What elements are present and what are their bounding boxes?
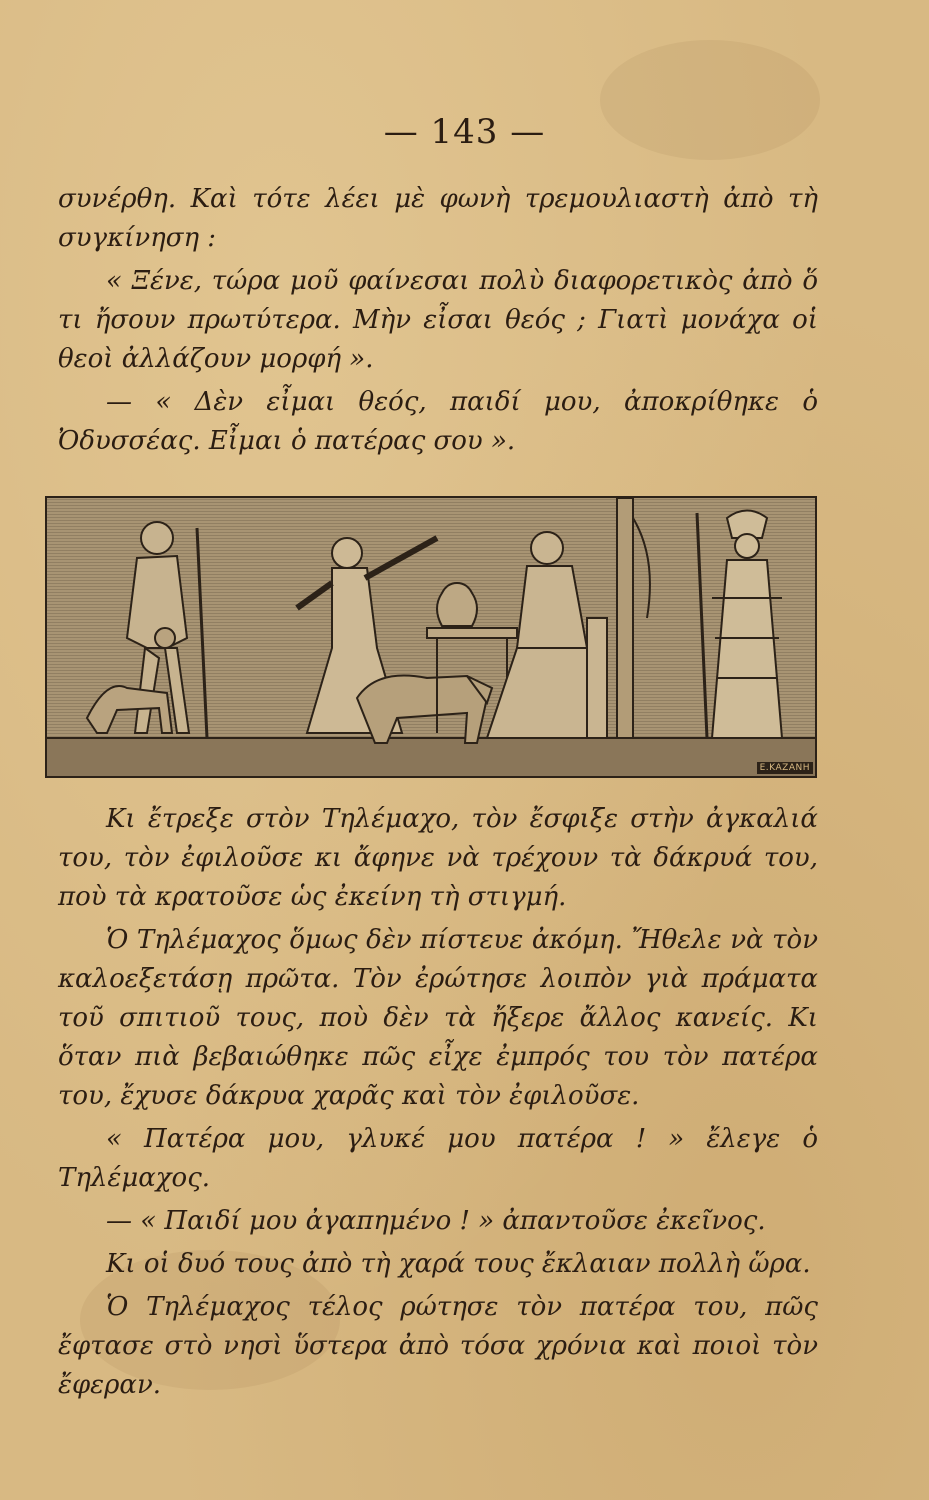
paragraph: — « Δὲν εἶμαι θεός, παιδί μου, ἀποκρίθηκε ὁ Ὀδυσσέας. Εἶμαι ὁ πατέρας σου ». — [58, 387, 818, 456]
ground — [47, 738, 815, 776]
paragraph: Ὁ Τηλέμαχος ὅμως δὲν πίστευε ἀκόμη. Ἤθελε νὰ τὸν καλοεξετάσῃ πρῶτα. Τὸν ἐρώτησε λοιπὸν γιὰ πράματα τοῦ σπιτιοῦ τους, ποὺ δὲν τὰ ἤξερε ἄλλος κανείς. Κι ὅταν πιὰ βεβαιώθηκε πῶς εἶχε ἐμπρός του τὸν πατέρα του, ἔχυσε δάκρυα χαρᾶς καὶ τὸν ἐφιλοῦσε. — [58, 925, 818, 1111]
paragraph: Ὁ Τηλέμαχος τέλος ρώτησε τὸν πατέρα του, πῶς ἔφτασε στὸ νησὶ ὕστερα ἀπὸ τόσα χρόνια καὶ ποιοὶ τὸν ἔφεραν. — [58, 1292, 818, 1400]
engraving-illustration — [45, 496, 817, 778]
top-text-block — [58, 180, 818, 465]
paragraph: Κι ἔτρεξε στὸν Τηλέμαχο, τὸν ἔσφιξε στὴν ἀγκαλιά του, τὸν ἐφιλοῦσε κι ἄφηνε νὰ τρέχουν τὰ δάκρυά του, ποὺ τὰ κρατοῦσε ὡς ἐκείνη τὴ στιγμή. — [58, 804, 818, 912]
paragraph: Κι οἱ δυό τους ἀπὸ τὴ χαρά τους ἔκλαιαν πολλὴ ὥρα. — [106, 1249, 811, 1279]
athena-figure — [697, 511, 782, 739]
bottom-text-block — [58, 800, 818, 1409]
pillar — [617, 498, 650, 738]
engraving-drawing — [47, 498, 815, 776]
paragraph: « Ξένε, τώρα μοῦ φαίνεσαι πολὺ διαφορετικὸς ἀπὸ ὅ τι ἤσουν πρωτύτερα. Μὴν εἶσαι θεός ; Γιατὶ μονάχα οἱ θεοὶ ἀλλάζουν μορφή ». — [58, 266, 818, 374]
dog-left — [87, 628, 175, 733]
engraver-signature: Ε.ΚΑΖΑΝΗ — [757, 762, 813, 774]
paragraph: — « Παιδί μου ἀγαπημένο ! » ἀπαντοῦσε ἐκεῖνος. — [106, 1206, 766, 1236]
paragraph: συνέρθη. Καὶ τότε λέει μὲ φωνὴ τρεμουλιαστὴ ἀπὸ τὴ συγκίνηση : — [58, 184, 818, 253]
paragraph: « Πατέρα μου, γλυκέ μου πατέρα ! » ἔλεγε ὁ Τηλέμαχος. — [58, 1124, 818, 1193]
dog-center — [357, 676, 492, 744]
page-number: — 143 — — [383, 112, 546, 152]
